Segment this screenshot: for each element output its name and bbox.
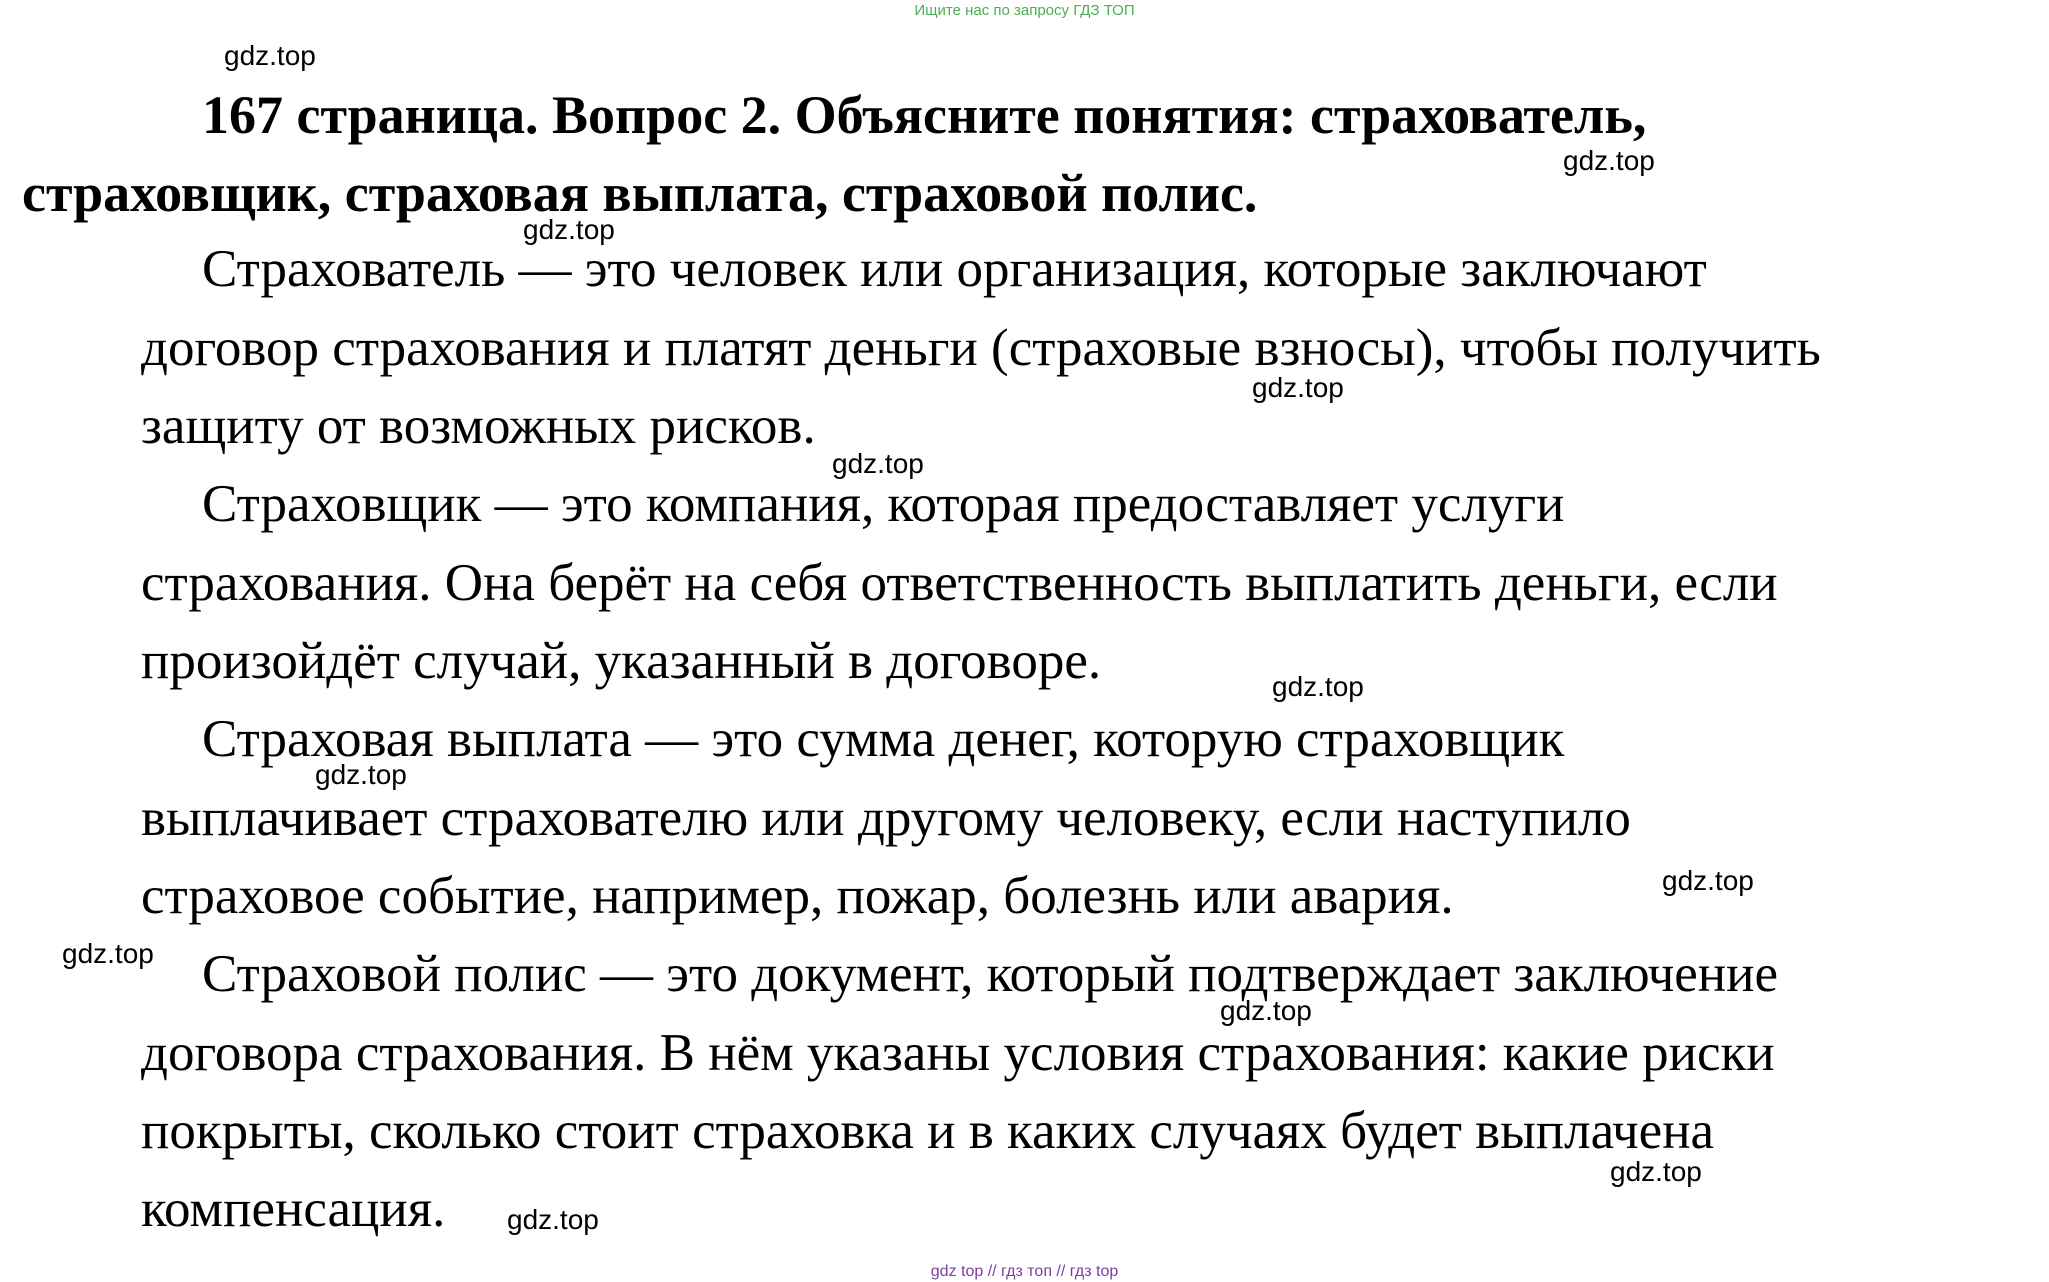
paragraph-1-line-3: защиту от возможных рисков. — [141, 397, 816, 455]
watermark: gdz.top — [62, 938, 154, 969]
watermark: gdz.top — [507, 1204, 599, 1235]
paragraph-3-line-2: выплачивает страхователю или другому человеку, если наступило — [141, 789, 1631, 847]
watermark: gdz.top — [1272, 671, 1364, 702]
watermark: gdz.top — [1662, 865, 1754, 896]
watermark: gdz.top — [523, 214, 615, 245]
paragraph-3-line-3: страховое событие, например, пожар, болезнь или авария. — [141, 867, 1454, 925]
paragraph-1-line-1: Страхователь — это человек или организация, которые заключают — [202, 240, 1707, 298]
watermark: gdz.top — [832, 448, 924, 479]
top-banner: Ищите нас по запросу ГДЗ ТОП — [914, 2, 1135, 19]
paragraph-1-line-2: договор страхования и платят деньги (страховые взносы), чтобы получить — [141, 319, 1821, 377]
paragraph-2-line-3: произойдёт случай, указанный в договоре. — [141, 632, 1102, 690]
watermark: gdz.top — [1563, 145, 1655, 176]
paragraph-4-line-1: Страховой полис — это документ, который подтверждает заключение — [202, 945, 1779, 1003]
paragraph-4-line-3: покрыты, сколько стоит страховка и в каких случаях будет выплачена — [141, 1102, 1715, 1160]
paragraph-4-line-4: компенсация. — [141, 1180, 446, 1238]
paragraph-2-line-1: Страховщик — это компания, которая предоставляет услуги — [202, 475, 1565, 533]
page-title-line-1: 167 страница. Вопрос 2. Объясните понятия: страхователь, — [202, 85, 1647, 145]
watermark: gdz.top — [1610, 1156, 1702, 1187]
paragraph-2-line-2: страхования. Она берёт на себя ответственность выплатить деньги, если — [141, 554, 1778, 612]
paragraph-3-line-1: Страховая выплата — это сумма денег, которую страховщик — [202, 710, 1565, 768]
paragraph-4-line-2: договора страхования. В нём указаны условия страхования: какие риски — [141, 1024, 1775, 1082]
watermark: gdz.top — [224, 40, 316, 71]
footer-links: gdz top // гдз топ // гдз top — [930, 1263, 1119, 1280]
watermark: gdz.top — [315, 759, 407, 790]
page-title-line-2: страховщик, страховая выплата, страховой полис. — [22, 163, 1258, 223]
watermark: gdz.top — [1252, 372, 1344, 403]
watermark: gdz.top — [1220, 995, 1312, 1026]
